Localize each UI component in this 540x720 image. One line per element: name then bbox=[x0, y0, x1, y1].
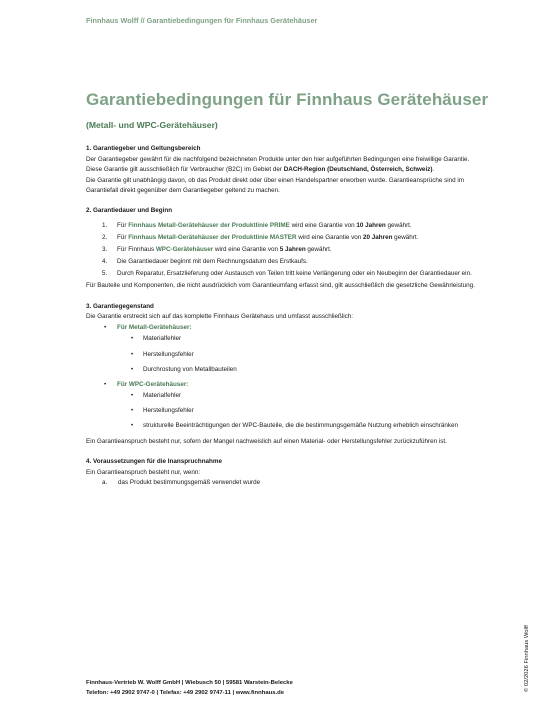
section-1-heading: 1. Garantiegeber und Geltungsbereich bbox=[86, 145, 201, 152]
section-1-paragraph-1: Der Garantiegeber gewährt für die nachfolgend bezeichneten Produkte unter den hier aufgeführten Bedingungen eine freiwillige Garantie. bbox=[86, 155, 470, 163]
running-header: Finnhaus Wolff // Garantiebedingungen für Finnhaus Gerätehäuser bbox=[86, 16, 318, 25]
footer bbox=[86, 678, 293, 698]
section-3-paragraph-2: Ein Garantieanspruch besteht nur, sofern der Mangel nachweislich auf einen Material- oder Herstellungsfehler zurückzuführen ist. bbox=[86, 437, 447, 445]
list-item: • strukturelle Beeinträchtigungen der WPC-Bauteile, die die bestimmungsgemäße Nutzung erheblich einschränken bbox=[117, 421, 494, 432]
section-1-paragraph-2: Diese Garantie gilt ausschließlich für Verbraucher (B2C) im Gebiet der DACH-Region (Deutschland, Österreich, Schweiz). bbox=[86, 166, 435, 174]
list-item: • Materialfehler bbox=[117, 334, 494, 345]
list-item: 4. Die Garantiedauer beginnt mit dem Rechnungsdatum des Erstkaufs. bbox=[102, 257, 308, 265]
section-3-heading: 3. Garantiegegenstand bbox=[86, 302, 154, 310]
document-body bbox=[86, 144, 494, 489]
list-item: a. das Produkt bestimmungsgemäß verwendet wurde bbox=[102, 479, 261, 487]
list-item: • Für Metall-Gerätehäuser: • Materialfehler • Herstellungsfehler • Durchrostung von Metallbauteilen bbox=[86, 323, 494, 375]
warranty-duration-list bbox=[86, 221, 494, 280]
section-4-heading: 4. Voraussetzungen für die Inanspruchnahme bbox=[86, 458, 222, 466]
section-4-paragraph: Ein Garantieanspruch besteht nur, wenn: bbox=[86, 468, 201, 476]
section-2-heading: 2. Garantiedauer und Beginn bbox=[86, 206, 173, 214]
document-subtitle: (Metall- und WPC-Gerätehäuser) bbox=[86, 120, 218, 130]
warranty-scope-list bbox=[86, 323, 494, 432]
section-3-paragraph: Die Garantie erstreckt sich auf das komplette Finnhaus Gerätehaus und umfasst ausschließlich: bbox=[86, 313, 354, 321]
list-item: 2. Für Finnhaus Metall-Gerätehäuser der Produktlinie MASTER wird eine Garantie von 20 Jahren gewährt. bbox=[102, 233, 419, 241]
conditions-list bbox=[86, 478, 494, 489]
footer-contact: Telefon: +49 2902 9747-0 | Telefax: +49 2902 9747-11 | www.finnhaus.de bbox=[86, 690, 285, 696]
list-item: • Für WPC-Gerätehäuser: • Materialfehler • Herstellungsfehler • strukturelle Beeinträchtigungen der WPC-Bauteile, die die bestimmungsgemäße Nutzung erheblich einschränken bbox=[86, 380, 494, 432]
list-item: • Herstellungsfehler bbox=[117, 350, 494, 361]
document-title: Garantiebedingungen für Finnhaus Gerätehäuser bbox=[86, 90, 489, 109]
section-2-paragraph: Für Bauteile und Komponenten, die nicht ausdrücklich vom Garantieumfang erfasst sind, gilt ausschließlich die gesetzliche Gewährleistung. bbox=[86, 282, 475, 290]
section-1-paragraph-3: Die Garantie gilt unabhängig davon, ob das Produkt direkt oder über einen Handelspartner erworben wurde. Garantieansprüche sind im Garantiefall direkt gegenüber dem Garantiegeber geltend zu machen. bbox=[86, 176, 465, 195]
metal-scope-list bbox=[117, 334, 494, 375]
list-item: • Durchrostung von Metallbauteilen bbox=[117, 365, 494, 376]
wpc-scope-list bbox=[117, 391, 494, 432]
dach-region-text: DACH-Region (Deutschland, Österreich, Schweiz) bbox=[283, 166, 433, 174]
list-item: 1. Für Finnhaus Metall-Gerätehäuser der Produktlinie PRIME wird eine Garantie von 10 Jahren gewährt. bbox=[102, 221, 412, 229]
footer-address: Finnhaus-Vertrieb W. Wolff GmbH | Wiebusch 50 | 59581 Warstein-Belecke bbox=[86, 680, 293, 686]
list-item: 3. Für Finnhaus WPC-Gerätehäuser wird eine Garantie von 5 Jahren gewährt. bbox=[102, 245, 332, 253]
list-item: • Herstellungsfehler bbox=[117, 406, 494, 417]
list-item: • Materialfehler bbox=[117, 391, 494, 402]
list-item: 5. Durch Reparatur, Ersatzlieferung oder Austausch von Teilen tritt keine Verlängerung oder ein Neubeginn der Garantiedauer ein. bbox=[102, 269, 472, 277]
copyright-side-note: © 02/2026 Finnhaus Wolff bbox=[524, 625, 530, 692]
